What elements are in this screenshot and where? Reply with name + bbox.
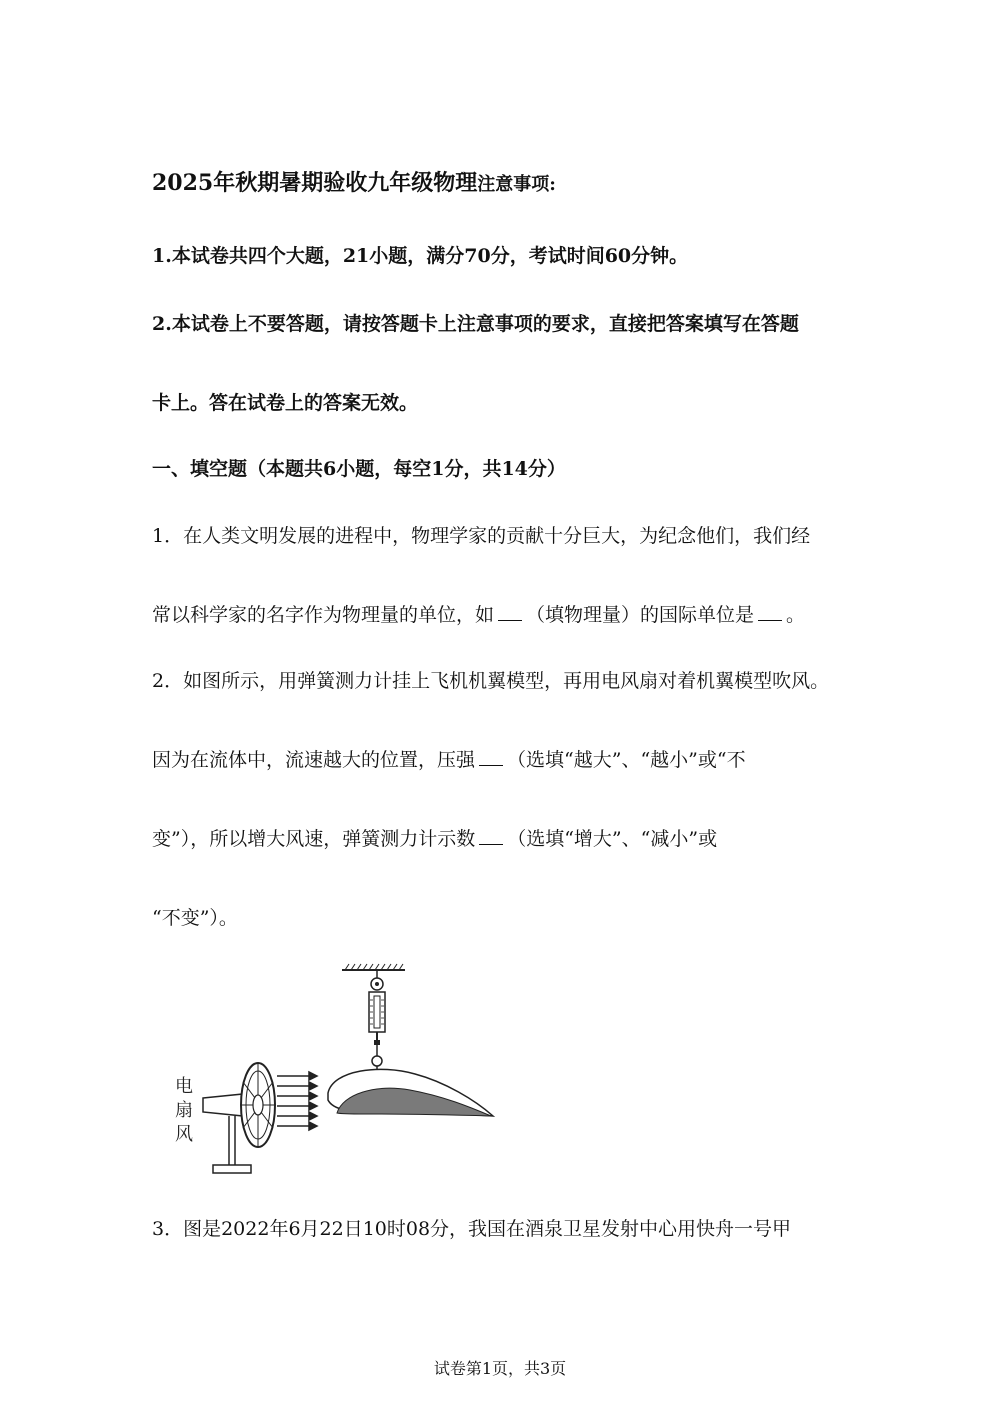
question-1-line-2 xyxy=(152,602,805,628)
answer-blank xyxy=(498,606,522,621)
q1-text-c: 。 xyxy=(786,604,806,626)
section-heading: 一、填空题（本题共6小题，每空1分，共14分） xyxy=(152,458,566,480)
answer-blank xyxy=(479,751,503,766)
question-3-line-1: 3．图是2022年6月22日10时08分，我国在酒泉卫星发射中心用快舟一号甲 xyxy=(152,1218,792,1240)
q1-text-b: （填物理量）的国际单位是 xyxy=(526,604,755,626)
wing-model xyxy=(328,1069,493,1116)
q2-text-d: （选填“增大”、“减小”或 xyxy=(507,828,718,850)
page-footer: 试卷第1页，共3页 xyxy=(433,1359,567,1378)
exam-title-main: 2025年秋期暑期验收九年级物理 xyxy=(152,170,478,196)
notice-heading: 注意事项: xyxy=(477,174,556,195)
exam-title xyxy=(152,170,556,198)
fan-label xyxy=(175,1076,193,1145)
q2-text-a: 因为在流体中，流速越大的位置，压强 xyxy=(152,749,476,771)
q1-text-a: 常以科学家的名字作为物理量的单位，如 xyxy=(152,604,495,626)
note-1: 1.本试卷共四个大题，21小题，满分70分，考试时间60分钟。 xyxy=(152,245,689,267)
q2-text-c: 变”），所以增大风速，弹簧测力计示数 xyxy=(152,828,476,850)
note-2-cont: 卡上。答在试卷上的答案无效。 xyxy=(152,392,419,414)
wing-experiment-figure xyxy=(165,960,505,1186)
ceiling-hatch xyxy=(342,964,405,978)
spring-scale xyxy=(369,978,385,1078)
answer-blank xyxy=(479,830,503,845)
electric-fan xyxy=(203,1063,275,1173)
question-2-line-1: 2．如图所示，用弹簧测力计挂上飞机机翼模型，再用电风扇对着机翼模型吹风。 xyxy=(152,670,830,692)
note-2: 2.本试卷上不要答题，请按答题卡上注意事项的要求，直接把答案填写在答题 xyxy=(152,313,799,335)
answer-blank xyxy=(758,606,782,621)
q2-text-b: （选填“越大”、“越小”或“不 xyxy=(507,749,746,771)
question-2-line-4: “不变”）。 xyxy=(152,907,238,929)
fan-label-char: 风 xyxy=(175,1124,193,1145)
wing-experiment-diagram xyxy=(165,960,505,1182)
wind-arrows xyxy=(277,1072,317,1130)
fan-label-char: 扇 xyxy=(175,1100,193,1121)
fan-label-char: 电 xyxy=(175,1076,193,1097)
question-1-line-1: 1．在人类文明发展的进程中，物理学家的贡献十分巨大，为纪念他们，我们经 xyxy=(152,525,811,547)
question-2-line-3 xyxy=(152,826,717,852)
question-2-line-2 xyxy=(152,747,746,773)
